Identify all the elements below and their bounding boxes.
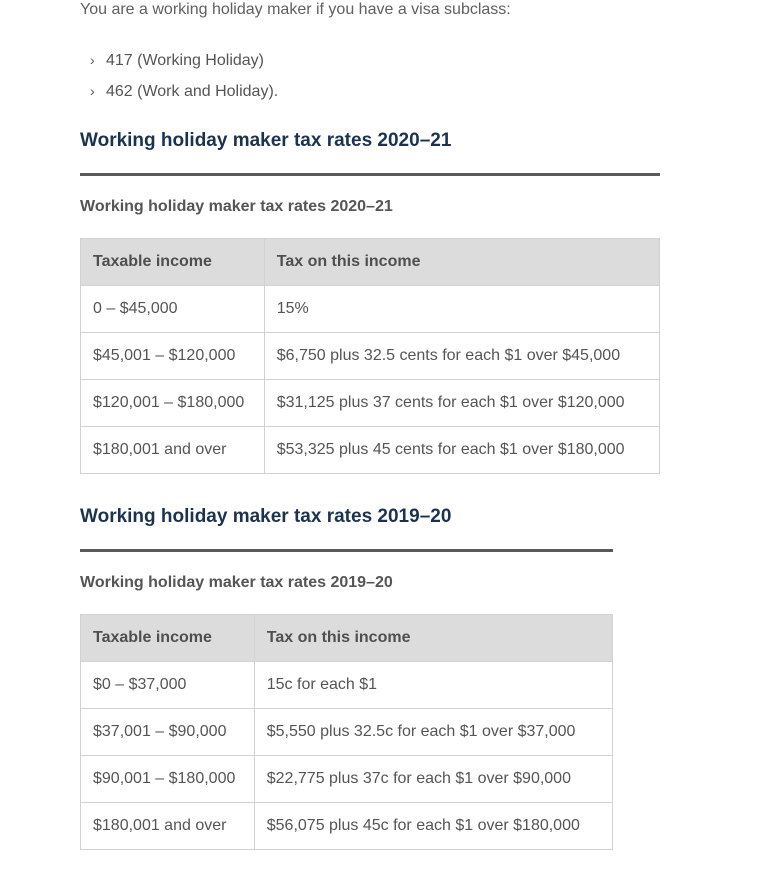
income-cell: $0 – $37,000 bbox=[81, 662, 255, 709]
tax-cell: $5,550 plus 32.5c for each $1 over $37,000 bbox=[254, 709, 612, 756]
column-header: Taxable income bbox=[81, 239, 265, 286]
table-row bbox=[81, 286, 660, 333]
income-cell: $120,001 – $180,000 bbox=[81, 380, 265, 427]
list-item bbox=[90, 50, 278, 81]
income-cell: 0 – $45,000 bbox=[81, 286, 265, 333]
tax-rates-table-2019-20 bbox=[80, 614, 613, 850]
column-header: Tax on this income bbox=[254, 615, 612, 662]
section-title: Working holiday maker tax rates 2020–21 bbox=[80, 130, 452, 151]
visa-label: 462 (Work and Holiday). bbox=[106, 83, 279, 100]
chevron-right-icon: › bbox=[90, 83, 95, 99]
list-item bbox=[90, 81, 278, 112]
section-divider bbox=[80, 549, 613, 552]
table-header-row bbox=[81, 239, 660, 286]
tax-cell: $6,750 plus 32.5 cents for each $1 over $45,000 bbox=[264, 333, 659, 380]
tax-cell: $31,125 plus 37 cents for each $1 over $120,000 bbox=[264, 380, 659, 427]
income-cell: $37,001 – $90,000 bbox=[81, 709, 255, 756]
chevron-right-icon: › bbox=[90, 52, 95, 68]
table-header-row bbox=[81, 615, 613, 662]
table-caption: Working holiday maker tax rates 2020–21 bbox=[80, 198, 393, 215]
section-heading-2020-21 bbox=[80, 129, 451, 153]
table-row bbox=[81, 662, 613, 709]
tax-rates-table-2020-21 bbox=[80, 238, 660, 474]
section-title: Working holiday maker tax rates 2019–20 bbox=[80, 506, 452, 527]
income-cell: $180,001 and over bbox=[81, 803, 255, 850]
column-header: Tax on this income bbox=[264, 239, 659, 286]
income-cell: $180,001 and over bbox=[81, 427, 265, 474]
section-heading-2019-20 bbox=[80, 505, 451, 529]
section-divider bbox=[80, 173, 660, 176]
tax-cell: $22,775 plus 37c for each $1 over $90,000 bbox=[254, 756, 612, 803]
table-row bbox=[81, 803, 613, 850]
table-row bbox=[81, 380, 660, 427]
tax-cell: $56,075 plus 45c for each $1 over $180,000 bbox=[254, 803, 612, 850]
tax-cell: $53,325 plus 45 cents for each $1 over $180,000 bbox=[264, 427, 659, 474]
table-row bbox=[81, 427, 660, 474]
income-cell: $90,001 – $180,000 bbox=[81, 756, 255, 803]
table-row bbox=[81, 333, 660, 380]
tax-cell: 15c for each $1 bbox=[254, 662, 612, 709]
intro-text: You are a working holiday maker if you have a visa subclass: bbox=[80, 1, 511, 18]
visa-label: 417 (Working Holiday) bbox=[106, 52, 264, 69]
visa-list bbox=[90, 50, 278, 112]
tax-cell: 15% bbox=[264, 286, 659, 333]
table-row bbox=[81, 709, 613, 756]
table-row bbox=[81, 756, 613, 803]
income-cell: $45,001 – $120,000 bbox=[81, 333, 265, 380]
table-caption: Working holiday maker tax rates 2019–20 bbox=[80, 574, 393, 591]
column-header: Taxable income bbox=[81, 615, 255, 662]
